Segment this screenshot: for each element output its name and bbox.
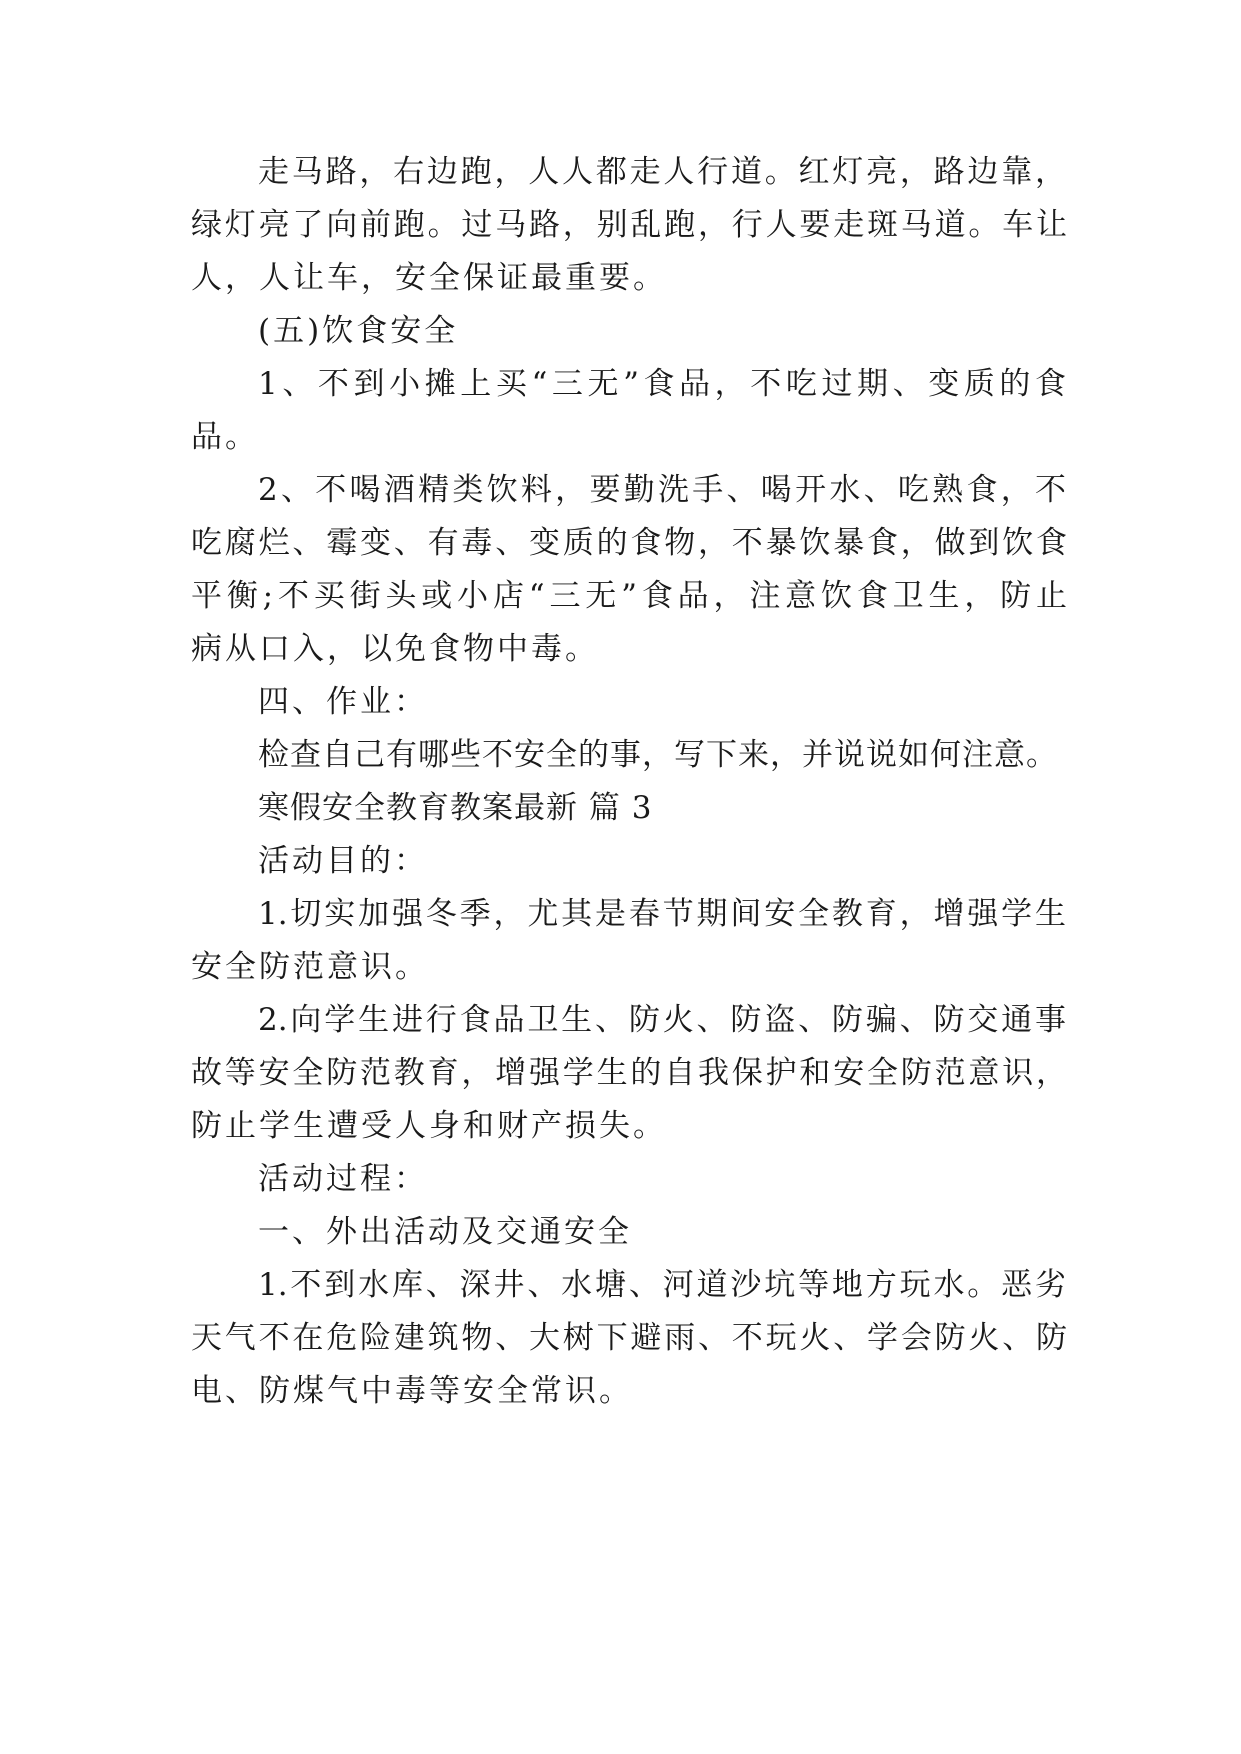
section-heading: (五)饮食安全 xyxy=(258,313,459,349)
paragraph-line: 2.向学生进行食品卫生、防火、防盗、防骗、防交通事 xyxy=(258,1002,1066,1038)
paragraph-line: 2、不喝酒精类饮料，要勤洗手、喝开水、吃熟食，不 xyxy=(258,472,1066,508)
paragraph-line: 品。 xyxy=(191,419,259,455)
paragraph-line: 绿灯亮了向前跑。过马路，别乱跑，行人要走斑马道。车让 xyxy=(191,207,1067,243)
paragraph-line: 防止学生遭受人身和财产损失。 xyxy=(191,1108,667,1144)
paragraph-line: 走马路，右边跑，人人都走人行道。红灯亮，路边靠， xyxy=(258,154,1066,190)
article-title: 寒假安全教育教案最新 篇 3 xyxy=(258,790,653,826)
paragraph-line: 1.不到水库、深井、水塘、河道沙坑等地方玩水。恶劣 xyxy=(258,1267,1066,1303)
section-heading: 活动目的： xyxy=(258,843,428,879)
paragraph-line: 故等安全防范教育，增强学生的自我保护和安全防范意识， xyxy=(191,1055,1067,1091)
paragraph-line: 电、防煤气中毒等安全常识。 xyxy=(191,1373,633,1409)
paragraph-line: 安全防范意识。 xyxy=(191,949,429,985)
paragraph-line: 平衡;不买街头或小店“三无”食品，注意饮食卫生，防止 xyxy=(191,578,1067,614)
section-heading: 一、外出活动及交通安全 xyxy=(258,1214,632,1250)
paragraph-line: 1.切实加强冬季，尤其是春节期间安全教育，增强学生 xyxy=(258,896,1066,932)
paragraph-line: 天气不在危险建筑物、大树下避雨、不玩火、学会防火、防 xyxy=(191,1320,1067,1356)
paragraph-line: 吃腐烂、霉变、有毒、变质的食物，不暴饮暴食，做到饮食 xyxy=(191,525,1067,561)
paragraph-line: 1、不到小摊上买“三无”食品，不吃过期、变质的食 xyxy=(258,366,1066,402)
paragraph-line: 人，人让车，安全保证最重要。 xyxy=(191,260,667,296)
paragraph-line: 检查自己有哪些不安全的事，写下来，并说说如何注意。 xyxy=(258,737,1058,773)
section-heading: 四、作业： xyxy=(258,684,428,720)
section-heading: 活动过程： xyxy=(258,1161,428,1197)
paragraph-line: 病从口入，以免食物中毒。 xyxy=(191,631,599,667)
